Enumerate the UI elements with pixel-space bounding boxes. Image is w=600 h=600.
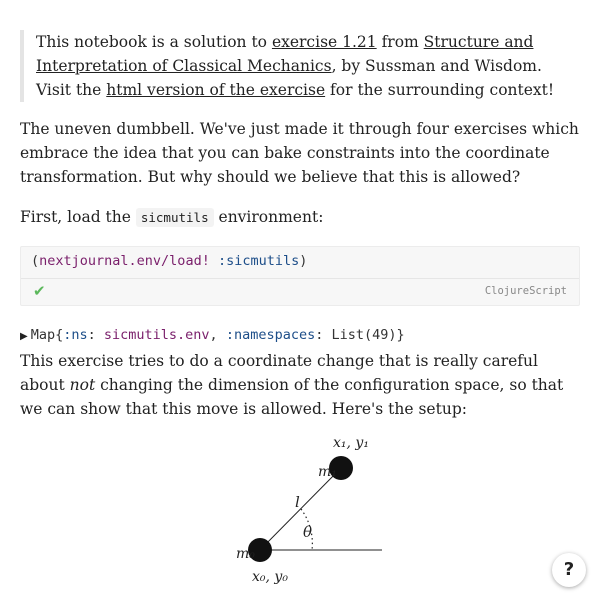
result-value-namespaces: List(49) xyxy=(331,327,397,343)
inline-code-sicmutils: sicmutils xyxy=(136,208,214,227)
code-open-paren: ( xyxy=(31,253,40,269)
setup-emphasis: not xyxy=(69,376,96,394)
intro-paragraph: The uneven dumbbell. We've just made it through four exercises which embrace the idea that you can bake constraints into the coordinate transformation. But why should we believe that this is allowed? xyxy=(20,120,579,186)
load-text-before: First, load the xyxy=(20,208,136,226)
html-version-link[interactable]: html version of the exercise xyxy=(106,81,326,99)
code-function: nextjournal.env/load! xyxy=(39,253,210,269)
load-paragraph xyxy=(20,205,580,230)
code-close-paren: ) xyxy=(299,253,308,269)
result-key-ns: :ns xyxy=(63,327,88,343)
result-comma: , xyxy=(209,327,226,343)
result-suffix: } xyxy=(396,327,405,343)
dumbbell-diagram xyxy=(210,430,410,590)
code-cell[interactable] xyxy=(20,246,580,306)
result-prefix: Map{ xyxy=(30,327,64,343)
context-note xyxy=(20,30,566,102)
setup-paragraph xyxy=(20,349,580,421)
exercise-link[interactable]: exercise 1.21 xyxy=(271,33,377,51)
book-link[interactable]: Structure and Interpretation of Classical Mechanics xyxy=(36,33,534,75)
result-key-namespaces: :namespaces xyxy=(225,327,316,343)
top-coords-label: x₁, y₁ xyxy=(333,435,369,451)
note-suffix: for the surrounding context! xyxy=(325,81,555,99)
setup-text-after: changing the dimension of the configuration space, so that we can show that this move is allowed. Here's the setup: xyxy=(20,376,564,418)
note-from: from xyxy=(376,33,424,51)
language-label: ClojureScript xyxy=(484,285,567,297)
code-space xyxy=(210,253,218,269)
result-sep-1: : xyxy=(87,327,104,343)
dumbbell-rod xyxy=(260,468,341,550)
note-mid: , by Sussman and Wisdom. Visit the xyxy=(36,57,542,99)
top-mass-label: m₁ xyxy=(318,464,337,480)
check-icon: ✔ xyxy=(33,282,46,300)
load-text-after: environment: xyxy=(213,208,324,226)
help-button[interactable]: ? xyxy=(552,553,586,587)
result-value-ns: sicmutils.env xyxy=(103,327,210,343)
code-argument: :sicmutils xyxy=(217,253,300,269)
result-sep-2: : xyxy=(315,327,332,343)
bottom-coords-label: x₀, y₀ xyxy=(252,569,288,585)
setup-text-before: This exercise tries to do a coordinate change that is really careful about xyxy=(20,352,538,394)
bottom-mass-label: m₀ xyxy=(236,546,255,562)
code-line[interactable] xyxy=(31,253,307,269)
rod-length-label: l xyxy=(295,493,300,511)
expand-triangle-icon[interactable]: ▶ xyxy=(20,331,28,342)
angle-label: θ xyxy=(303,523,313,541)
result-output[interactable] xyxy=(20,327,405,343)
note-prefix: This notebook is a solution to xyxy=(36,33,272,51)
code-cell-footer xyxy=(21,278,579,306)
